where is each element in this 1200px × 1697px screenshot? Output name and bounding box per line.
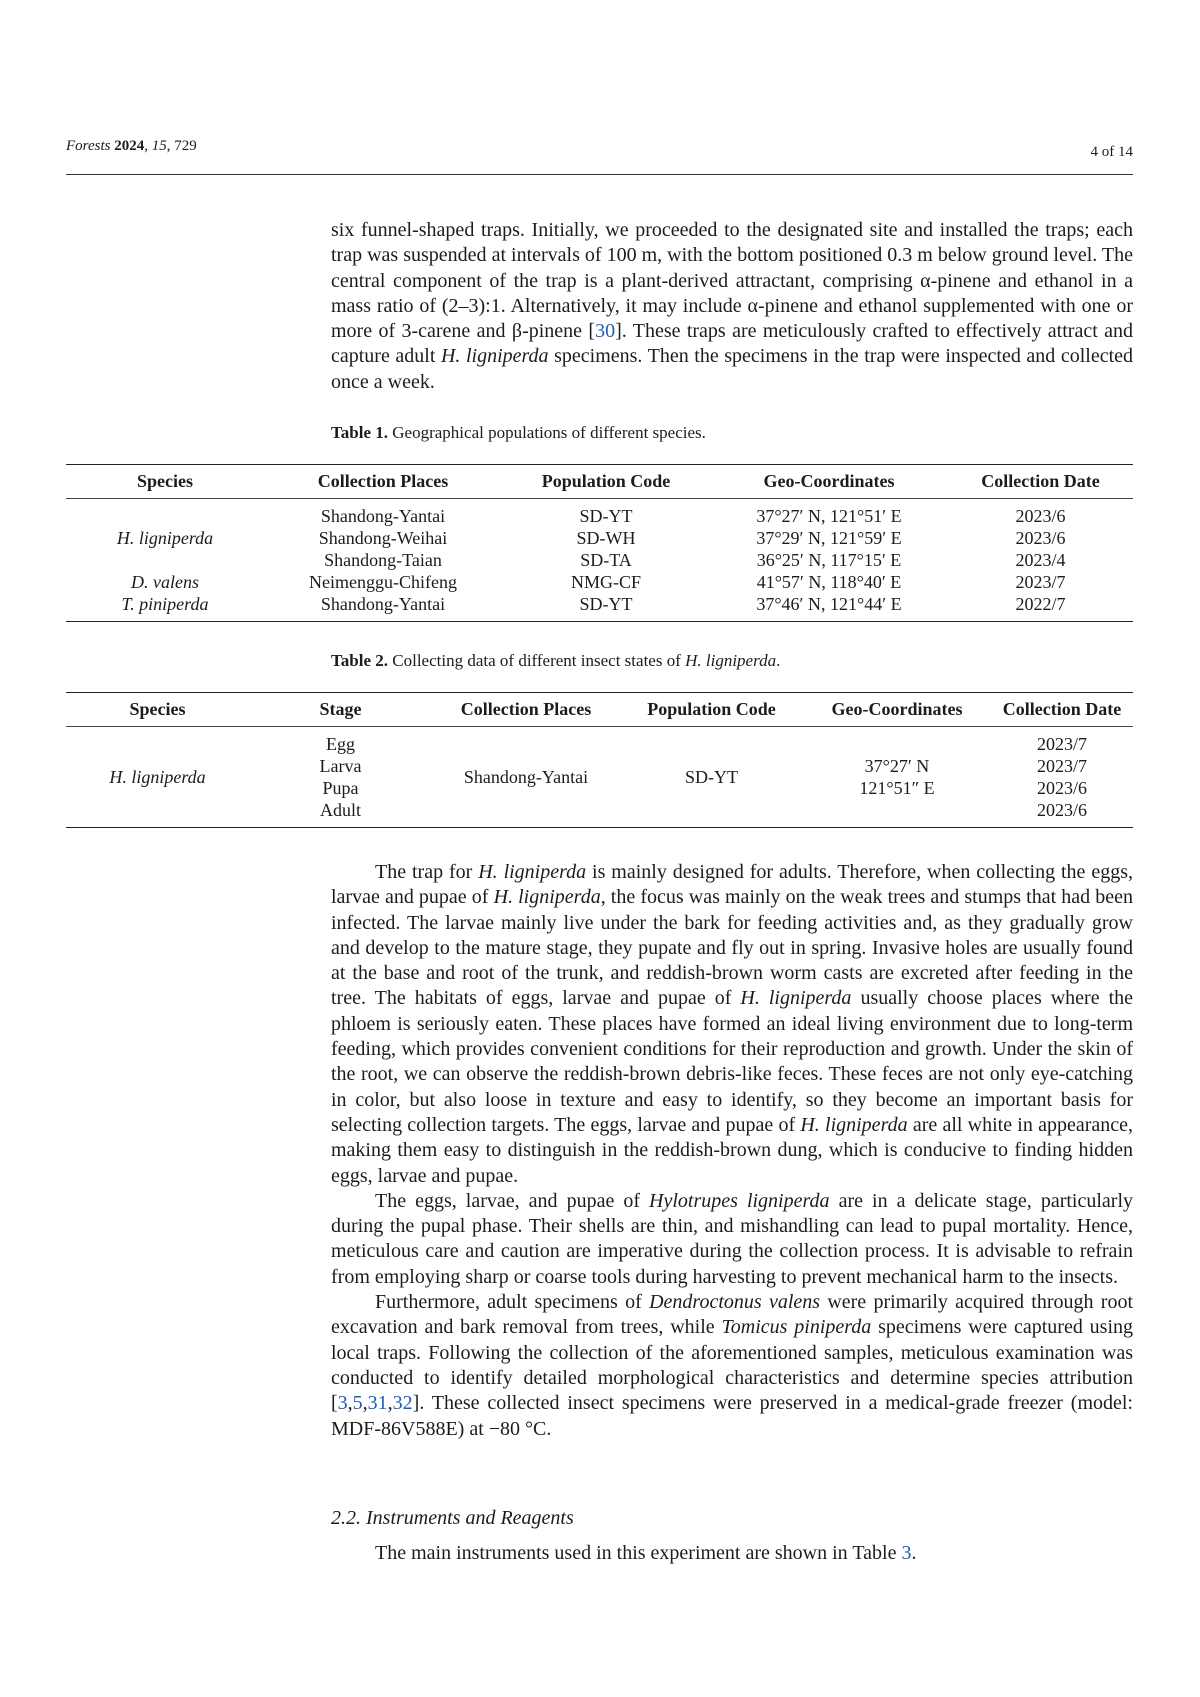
journal-name: Forests bbox=[66, 138, 111, 154]
text-span: ]. These collected insect specimens were preserved in a medical-grade freezer (model: MDF-86V588E) at −80 °C. bbox=[331, 1392, 1133, 1440]
paragraph-collection bbox=[331, 860, 1133, 1189]
code-cell: SD-TA bbox=[580, 550, 632, 570]
text-span: usually choose places where the phloem is seriously eaten. These places have formed an ideal living environment due to long-term feeding, which provides convenient conditions for their reproduction and growth. Under the skin of the root, we can observe the reddish-brown debris-like feces. These feces are not only eye-catching in color, but also loose in texture and easy to identify, so they become an important basis for selecting collection targets. The eggs, larvae and pupae of bbox=[331, 987, 1134, 1136]
table-row bbox=[66, 571, 1133, 593]
code-cell: SD-YT bbox=[579, 506, 633, 526]
table1-header-species: Species bbox=[66, 465, 264, 499]
place-cell: Shandong-Weihai bbox=[318, 528, 448, 548]
table2-header-date: Collection Date bbox=[991, 693, 1133, 727]
date-pupa: 2023/6 bbox=[1036, 778, 1087, 798]
stage-pupa: Pupa bbox=[322, 778, 359, 798]
page-header bbox=[66, 138, 1133, 175]
caption-text: Geographical populations of different species. bbox=[392, 423, 706, 442]
place-cell: Shandong-Yantai bbox=[432, 727, 620, 828]
coords-cell: 37°29′ N, 121°59′ E bbox=[756, 528, 902, 548]
text-span: specimens. Then the specimens in the trap were inspected and collected once a week. bbox=[331, 345, 1134, 393]
species-name: Tomicus piniperda bbox=[721, 1316, 872, 1339]
date-cell: 2023/4 bbox=[1015, 550, 1066, 570]
species-name: Hylotrupes ligniperda bbox=[649, 1189, 830, 1212]
caption-text: Collecting data of different insect states of bbox=[392, 651, 686, 670]
journal-citation: Forests 2024, 15, 729 bbox=[66, 138, 197, 154]
text-span: six funnel-shaped traps. Initially, we proceeded to the designated site and installed the traps; each trap was suspended at intervals of 100 m, with the bottom positioned 0.3 m below ground level. The central component of the trap is a plant-derived attractant, comprising α-pinene and ethanol in a mass ratio of (2–3):1. Alternatively, it may include α-pinene and ethanol supplemented with one or more of 3-carene and β-pinene [ bbox=[331, 219, 1133, 343]
coord-lat: 37°27′ N bbox=[864, 756, 930, 776]
article-number: 729 bbox=[174, 138, 197, 154]
table-row bbox=[66, 527, 1133, 549]
text-span: is mainly designed for adults. Therefore, when collecting the eggs, larvae and pupae of bbox=[331, 861, 1133, 909]
table2-header-places: Collection Places bbox=[432, 693, 620, 727]
date-cell: 2023/7 bbox=[1015, 572, 1066, 592]
date-cell bbox=[991, 727, 1133, 828]
table-row bbox=[66, 727, 1133, 828]
place-cell: Shandong-Yantai bbox=[264, 593, 502, 622]
page-number: 4 of 14 bbox=[1090, 144, 1133, 160]
instruments-paragraph bbox=[331, 1541, 1133, 1566]
species-cell: H. ligniperda bbox=[116, 528, 214, 548]
species-cell: D. valens bbox=[131, 572, 199, 592]
table2-label: Table 2. bbox=[331, 651, 389, 670]
table1-header-code: Population Code bbox=[502, 465, 710, 499]
place-cell: Neimenggu-Chifeng bbox=[309, 572, 457, 592]
date-larva: 2023/7 bbox=[1036, 756, 1087, 776]
species-cell: H. ligniperda bbox=[66, 727, 249, 828]
caption-text: . bbox=[776, 651, 781, 670]
table-row bbox=[66, 593, 1133, 622]
table1-header-row bbox=[66, 465, 1133, 499]
text-span: The main instruments used in this experiment are shown in Table bbox=[375, 1542, 902, 1564]
table1-caption bbox=[331, 423, 706, 443]
text-span: are in a delicate stage, particularly during the pupal phase. Their shells are thin, and mishandling can lead to pupal mortality. Hence, meticulous care and caution are imperative during the collection process. It is advisable to refrain from employing sharp or coarse tools during harvesting to prevent mechanical harm to the insects. bbox=[331, 1189, 1133, 1288]
citation-link[interactable]: 30 bbox=[595, 320, 616, 343]
intro-paragraph bbox=[331, 218, 1133, 395]
code-cell: SD-WH bbox=[576, 528, 636, 548]
table2-header-coords: Geo-Coordinates bbox=[803, 693, 991, 727]
table2-header-code: Population Code bbox=[620, 693, 803, 727]
stage-adult: Adult bbox=[319, 800, 361, 820]
place-cell: Shandong-Taian bbox=[324, 550, 442, 570]
code-cell: SD-YT bbox=[502, 593, 710, 622]
journal-year: 2024 bbox=[114, 138, 145, 154]
species-name: H. ligniperda bbox=[440, 345, 549, 368]
coords-cell: 37°46′ N, 121°44′ E bbox=[710, 593, 948, 622]
code-cell: NMG-CF bbox=[570, 572, 641, 592]
table2-header-row bbox=[66, 693, 1133, 727]
section-heading: 2.2. Instruments and Reagents bbox=[331, 1507, 574, 1529]
citation-link[interactable]: 5 bbox=[352, 1392, 363, 1415]
stage-egg: Egg bbox=[326, 734, 355, 754]
citation-link[interactable]: 3 bbox=[337, 1392, 348, 1415]
species-name: H. ligniperda bbox=[478, 861, 587, 883]
table1-header-coords: Geo-Coordinates bbox=[710, 465, 948, 499]
table2 bbox=[66, 692, 1133, 828]
text-span: Furthermore, adult specimens of bbox=[375, 1291, 650, 1314]
table1-header-date: Collection Date bbox=[948, 465, 1133, 499]
citation-link[interactable]: 32 bbox=[392, 1392, 413, 1415]
date-adult: 2023/6 bbox=[1036, 800, 1087, 820]
text-span: specimens were captured using local traps. Following the collection of the aforementioned samples, meticulous examination was conducted to identify detailed morphological characteristics and determine species attribution [ bbox=[331, 1316, 1134, 1415]
stage-larva: Larva bbox=[319, 756, 362, 776]
code-cell: SD-YT bbox=[620, 727, 803, 828]
paragraph-specimens: Furthermore, adult specimens of Dendroctonus valens were primarily acquired through root excavation and bark removal from trees, while Tomicus piniperda specimens were captured using local traps. Following the collection of the aforementioned samples, meticulous examination was conducted to identify detailed morphological characteristics and determine species attribution [3,5,31,32]. These collected insect specimens were preserved in a medical-grade freezer (model: MDF-86V588E) at −80 °C. bbox=[331, 1291, 1134, 1440]
table-link[interactable]: 3 bbox=[901, 1542, 912, 1564]
species-cell bbox=[66, 549, 264, 571]
coords-cell: 37°27′ N, 121°51′ E bbox=[756, 506, 902, 526]
table2-header-stage: Stage bbox=[249, 693, 432, 727]
journal-volume: 15 bbox=[151, 138, 167, 154]
text-span: are all white in appearance, making them easy to distinguish in the reddish-brown dung, which is conducive to finding hidden eggs, larvae and pupae. bbox=[331, 1113, 1133, 1187]
citation-link[interactable]: 31 bbox=[367, 1392, 388, 1415]
stage-cell bbox=[249, 727, 432, 828]
coords-cell: 41°57′ N, 118°40′ E bbox=[756, 572, 902, 592]
table1-label: Table 1. bbox=[331, 423, 389, 442]
text-span: , the focus was mainly on the weak trees and stumps that had been infected. The larvae mainly live under the bark for feeding activities and, as they gradually grow and develop to the mature stage, they pupate and fly out in spring. Invasive holes are usually found at the base and root of the trunk, and reddish-brown worm casts are excreted after feeding in the tree. The habitats of eggs, larvae and pupae of bbox=[331, 886, 1134, 1010]
species-name: Dendroctonus valens bbox=[649, 1291, 821, 1314]
coords-cell bbox=[803, 727, 991, 828]
text-span: The eggs, larvae, and pupae of bbox=[375, 1189, 650, 1212]
paragraph-care bbox=[331, 1189, 1133, 1290]
main-body bbox=[331, 860, 1133, 1442]
species-name: H. ligniperda bbox=[800, 1113, 908, 1136]
species-name: H. ligniperda bbox=[685, 651, 777, 670]
species-cell: T. piniperda bbox=[66, 593, 264, 622]
coord-lon: 121°51″ E bbox=[859, 778, 935, 798]
species-name: H. ligniperda bbox=[740, 987, 852, 1010]
species-name: H. ligniperda bbox=[493, 886, 601, 909]
table-row bbox=[66, 549, 1133, 571]
table2-header-species: Species bbox=[66, 693, 249, 727]
text-span: were primarily acquired through root excavation and bark removal from trees, while bbox=[331, 1291, 1134, 1339]
table-row bbox=[66, 499, 1133, 528]
table1 bbox=[66, 464, 1133, 622]
date-egg: 2023/7 bbox=[1036, 734, 1087, 754]
species-cell bbox=[66, 499, 264, 528]
table2-caption bbox=[331, 651, 780, 671]
text-span: ]. These traps are meticulously crafted to effectively attract and capture adult bbox=[331, 320, 1133, 368]
place-cell: Shandong-Yantai bbox=[320, 506, 446, 526]
table1-header-places: Collection Places bbox=[264, 465, 502, 499]
date-cell: 2023/6 bbox=[1015, 528, 1066, 548]
text-span: The trap for bbox=[375, 861, 479, 883]
date-cell: 2022/7 bbox=[948, 593, 1133, 622]
coords-cell: 36°25′ N, 117°15′ E bbox=[756, 550, 902, 570]
text-span: . bbox=[911, 1542, 917, 1564]
date-cell: 2023/6 bbox=[1015, 506, 1066, 526]
